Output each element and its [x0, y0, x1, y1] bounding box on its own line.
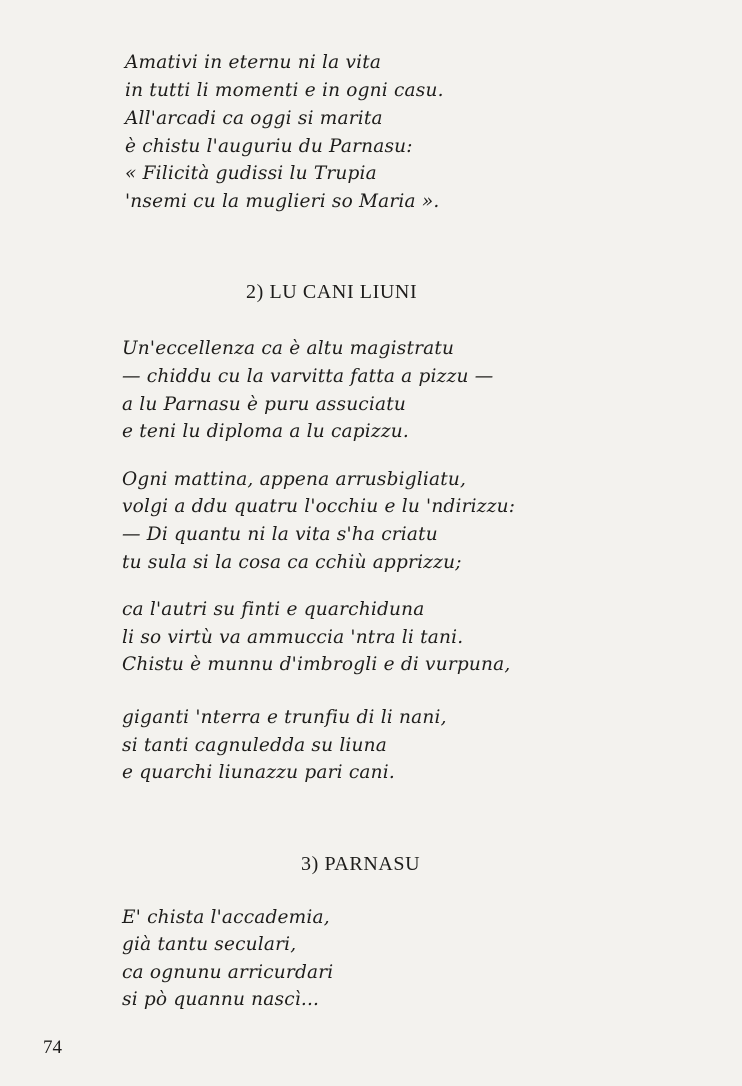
verse-line: « Filicità gudissi lu Trupia [125, 163, 377, 184]
verse-line: giganti 'nterra e trunfiu di li nani, [122, 707, 447, 728]
verse-line: All'arcadi ca oggi si marita [125, 108, 383, 129]
verse-line: si pò quannu nascì... [122, 989, 320, 1010]
verse-line: Ogni mattina, appena arrusbigliatu, [122, 469, 467, 490]
verse-line: 'nsemi cu la muglieri so Maria ». [125, 191, 440, 212]
verse-line: volgi a ddu quatru l'occhiu e lu 'ndirizzu: [122, 496, 516, 517]
verse-line: ca ognunu arricurdari [122, 962, 334, 983]
verse-line: ca l'autri su finti e quarchiduna [122, 599, 425, 620]
verse-line: è chistu l'auguriu du Parnasu: [125, 136, 413, 157]
verse-line: in tutti li momenti e in ogni casu. [125, 80, 444, 101]
verse-line: e quarchi liunazzu pari cani. [122, 762, 395, 783]
section-heading: 2) LU CANI LIUNI [246, 281, 418, 303]
verse-line: si tanti cagnuledda su liuna [122, 735, 388, 756]
verse-line: Amativi in eternu ni la vita [125, 52, 382, 73]
verse-line: Chistu è munnu d'imbrogli e di vurpuna, [122, 654, 511, 675]
verse-line: E' chista l'accademia, [122, 907, 330, 928]
verse-line: li so virtù va ammuccia 'ntra li tani. [122, 627, 464, 648]
verse-line: tu sula si la cosa ca cchiù apprizzu; [122, 552, 462, 573]
verse-line: a lu Parnasu è puru assuciatu [122, 394, 406, 415]
page-number: 74 [43, 1037, 62, 1058]
verse-line: già tantu seculari, [122, 934, 297, 955]
verse-line: — Di quantu ni la vita s'ha criatu [122, 524, 438, 545]
section-heading: 3) PARNASU [301, 853, 421, 875]
verse-line: — chiddu cu la varvitta fatta a pizzu — [122, 366, 494, 387]
verse-line: Un'eccellenza ca è altu magistratu [122, 338, 455, 359]
verse-line: e teni lu diploma a lu capizzu. [122, 421, 410, 442]
